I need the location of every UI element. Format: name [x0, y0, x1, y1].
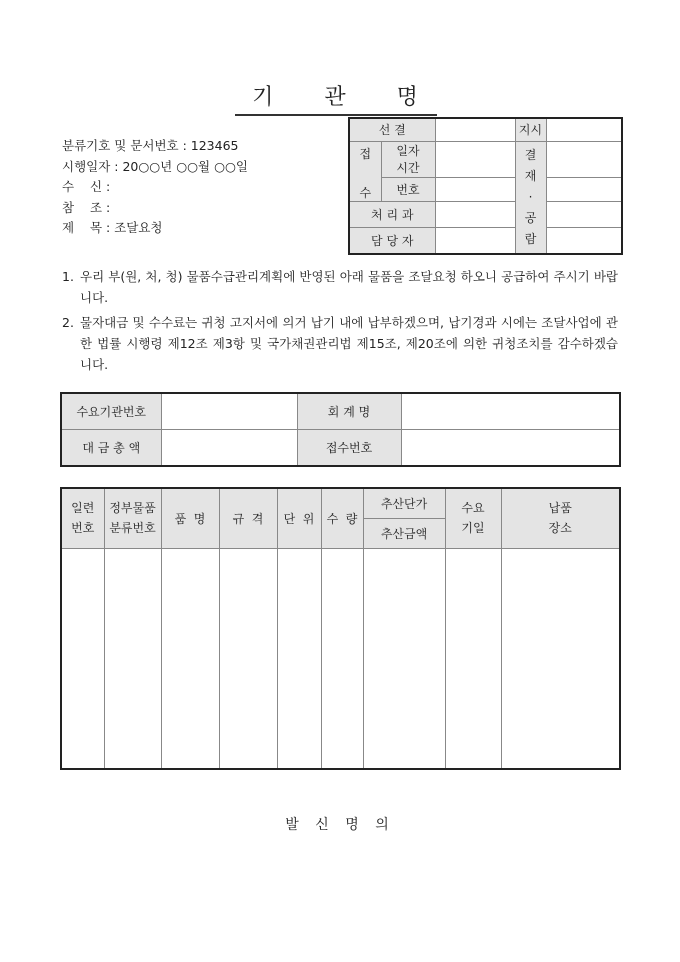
sender-name: 발 신 명 의 — [285, 817, 395, 833]
damdangja-label: 담 당 자 — [349, 227, 435, 254]
document-title: 기 관 명 — [235, 80, 437, 116]
cell-unit[interactable] — [277, 548, 321, 769]
header-class-number: 정부물품 분류번호 — [104, 488, 161, 548]
body-paragraphs — [62, 266, 618, 375]
header-item-name: 품 명 — [161, 488, 219, 548]
header-delivery-place: 납품 장소 — [501, 488, 620, 548]
jeopsu-label — [349, 141, 381, 201]
cell-due-date[interactable] — [445, 548, 501, 769]
header-serial: 일련 번호 — [61, 488, 104, 548]
cell-serial[interactable] — [61, 548, 104, 769]
cell-delivery-place[interactable] — [501, 548, 620, 769]
damdangja-cell[interactable] — [435, 227, 515, 254]
seongyeol-cell[interactable] — [435, 118, 515, 141]
header-quantity: 수 량 — [321, 488, 363, 548]
paragraph-2 — [62, 312, 618, 375]
total-label: 대 금 총 액 — [61, 430, 161, 467]
gyeoljae-cell-3[interactable] — [546, 201, 622, 227]
date-line: 시행일자 : 20○○년 ○○월 ○○일 — [62, 158, 248, 174]
seongyeol-label: 선 결 — [349, 118, 435, 141]
ram-char: 람 — [524, 231, 537, 246]
recipient-line: 수 신 : — [62, 179, 111, 194]
paragraph-1 — [62, 266, 618, 308]
header-unit: 단 위 — [277, 488, 321, 548]
header-unit-price: 추산단가 — [363, 488, 445, 518]
paragraph-number: 1. — [62, 269, 74, 284]
header-due-date: 수요 기일 — [445, 488, 501, 548]
dot-char: · — [528, 189, 533, 204]
approval-table — [348, 117, 623, 255]
jisi-label: 지시 — [515, 118, 546, 141]
header-spec: 규 격 — [219, 488, 277, 548]
jae-char: 재 — [524, 168, 537, 183]
subject-line: 제 목 : 조달요청 — [62, 220, 163, 235]
cell-item-name[interactable] — [161, 548, 219, 769]
beonho-cell[interactable] — [435, 177, 515, 201]
doc-number-line: 분류기호 및 문서번호 : 123465 — [62, 138, 239, 153]
summary-table — [60, 392, 621, 467]
cell-price[interactable] — [363, 548, 445, 769]
ilja-label: 일자 — [396, 144, 420, 158]
cell-class-number[interactable] — [104, 548, 161, 769]
gyeoljae-cell-1[interactable] — [546, 141, 622, 177]
document-info — [62, 136, 248, 239]
reference-line: 참 조 : — [62, 199, 111, 215]
account-label: 회 계 명 — [297, 393, 401, 430]
ilja-sigan-label — [381, 141, 435, 177]
cell-spec[interactable] — [219, 548, 277, 769]
header-amount: 추산금액 — [363, 518, 445, 548]
cheorigwa-label: 처 리 과 — [349, 201, 435, 227]
account-cell[interactable] — [401, 393, 620, 430]
demand-org-label: 수요기관번호 — [61, 393, 161, 430]
gyeoljae-cell-4[interactable] — [546, 227, 622, 254]
paragraph-text: 물자대금 및 수수료는 귀청 고지서에 의거 납기 내에 납부하겠으며, 납기경과 시에는 조달사업에 관한 법률 시행령 제12조 제3항 및 국가채권관리법 제15조, 제20조에 의한 귀청조치를 감수하겠습니다. — [80, 315, 618, 372]
receipt-label: 접수번호 — [297, 430, 401, 467]
paragraph-number: 2. — [62, 315, 74, 330]
jeop-label: 접 — [359, 146, 372, 161]
sigan-label: 시간 — [396, 161, 420, 175]
items-table — [60, 487, 621, 770]
gong-char: 공 — [524, 210, 537, 225]
gyeoljae-label — [515, 141, 546, 254]
cell-quantity[interactable] — [321, 548, 363, 769]
ilja-cell[interactable] — [435, 141, 515, 177]
paragraph-text: 우리 부(원, 처, 청) 물품수급관리계획에 반영된 아래 물품을 조달요청 하오니 공급하여 주시기 바랍니다. — [80, 269, 618, 305]
total-cell[interactable] — [161, 430, 297, 467]
gyeol-char: 결 — [524, 147, 537, 162]
su-label: 수 — [359, 185, 372, 200]
gyeoljae-cell-2[interactable] — [546, 177, 622, 201]
jisi-cell[interactable] — [546, 118, 622, 141]
beonho-label: 번호 — [381, 177, 435, 201]
receipt-cell[interactable] — [401, 430, 620, 467]
cheorigwa-cell[interactable] — [435, 201, 515, 227]
demand-org-cell[interactable] — [161, 393, 297, 430]
